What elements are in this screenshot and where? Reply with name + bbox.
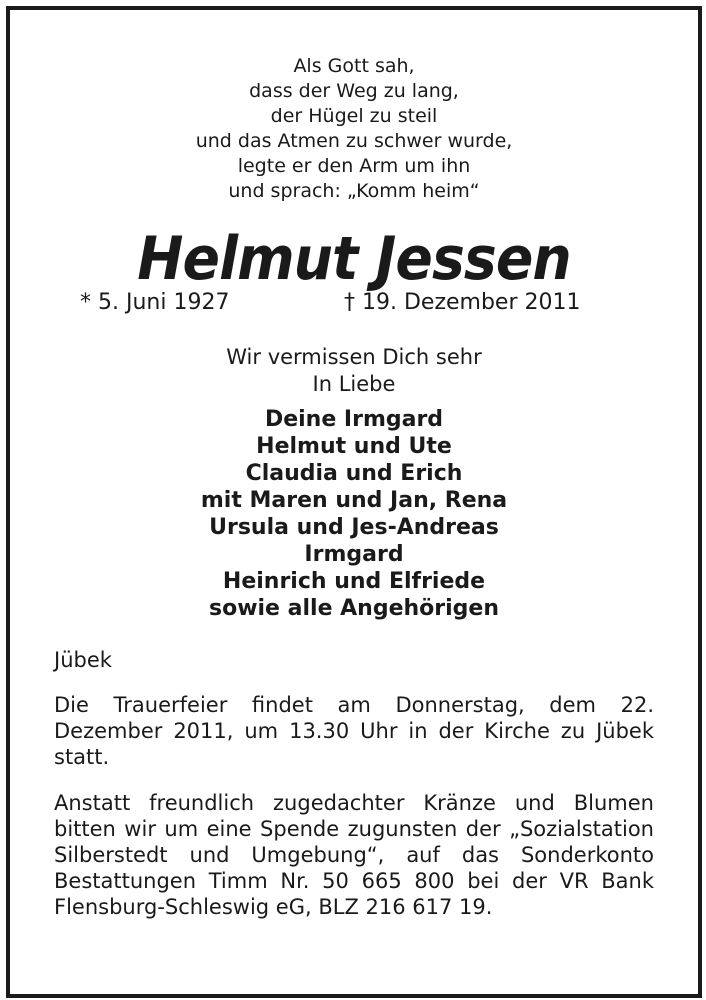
farewell-line: Wir vermissen Dich sehr bbox=[226, 345, 482, 369]
poem-line: dass der Weg zu lang, bbox=[249, 80, 459, 102]
obituary-frame bbox=[6, 6, 702, 998]
poem-line: legte er den Arm um ihn bbox=[237, 155, 471, 177]
mourners-list bbox=[10, 406, 698, 622]
mourner: sowie alle Angehörigen bbox=[208, 596, 500, 621]
mourner: Irmgard bbox=[304, 542, 404, 567]
place-name: Jübek bbox=[54, 648, 112, 672]
mourner: mit Maren und Jan, Rena bbox=[200, 488, 508, 513]
mourner: Claudia und Erich bbox=[245, 461, 463, 486]
donation-info: Anstatt freundlich zugedachter Kränze und Blumen bitten wir um eine Spende zugunsten der „Sozialstation Silberstedt und Umgebung“, auf das Sonderkonto Bestattungen Timm Nr. 50 665 800 bei der VR Bank Flensburg-Schleswig eG, BLZ 216 617 19. bbox=[54, 791, 654, 919]
poem-line: und das Atmen zu schwer wurde, bbox=[195, 130, 513, 152]
poem bbox=[10, 54, 698, 204]
poem-line: Als Gott sah, bbox=[293, 55, 415, 77]
farewell-lines bbox=[10, 344, 698, 398]
birth-date: * 5. Juni 1927 bbox=[80, 290, 230, 315]
deceased-name: Helmut Jessen bbox=[137, 224, 571, 294]
mourner: Helmut und Ute bbox=[256, 434, 452, 459]
mourner: Deine Irmgard bbox=[264, 407, 444, 432]
funeral-info: Die Trauerfeier findet am Donnerstag, dem 22. Dezember 2011, um 13.30 Uhr in der Kirche zu Jübek statt. bbox=[54, 693, 654, 769]
mourner: Heinrich und Elfriede bbox=[222, 569, 486, 594]
obituary-content bbox=[10, 10, 698, 994]
mourner: Ursula und Jes-Andreas bbox=[209, 515, 499, 540]
poem-line: und sprach: „Komm heim“ bbox=[228, 180, 480, 202]
death-date: † 19. Dezember 2011 bbox=[344, 290, 581, 315]
farewell-line: In Liebe bbox=[312, 372, 396, 396]
poem-line: der Hügel zu steil bbox=[270, 105, 438, 127]
